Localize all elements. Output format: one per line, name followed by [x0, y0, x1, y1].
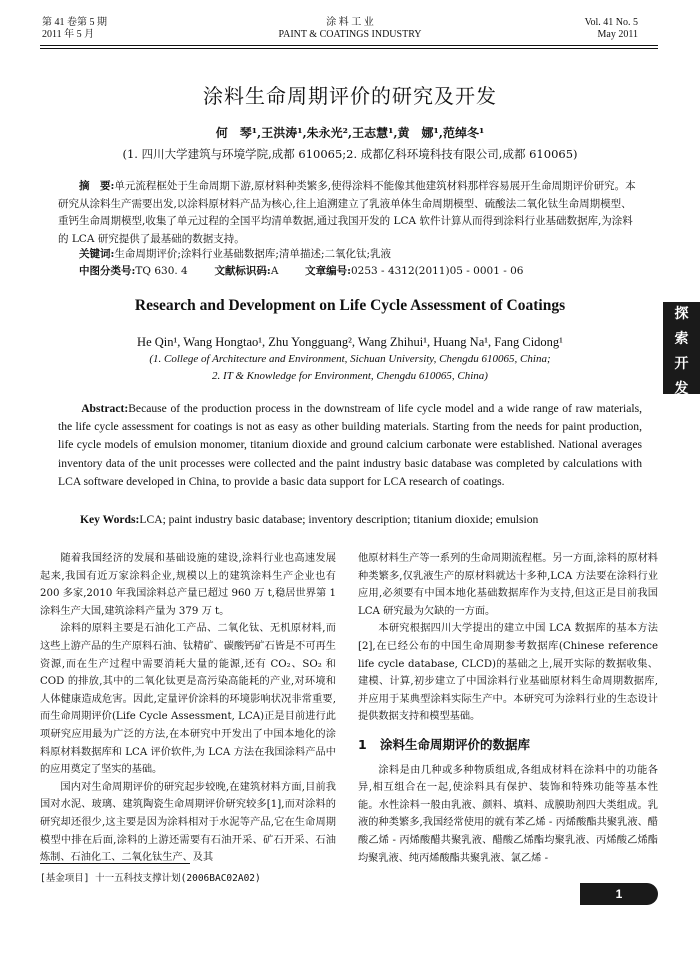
journal-name-cn: 涂 料 工 业 — [326, 17, 374, 28]
issue-date-en: May 2011 — [597, 29, 638, 40]
body-paragraph: 本研究根据四川大学提出的建立中国 LCA 数据库的基本方法[2],在已经公布的中国生命周期参考数据库(Chinese reference life cycle database, CLCD)的基础之上,展开实际的数据收集、建模、计算,初步建立了中国涂料行业基础原材料生命周期数据库,并应用于某典型涂料实际生产中。本研究可为涂料行业的生态设计提供数据支持和模型基础。 — [358, 623, 658, 723]
class-number-value: TQ 630. 4 — [135, 265, 188, 277]
affiliation-en-line2 — [0, 370, 700, 382]
keywords-cn — [58, 246, 642, 264]
keywords-cn-text: 生命周期评价;涂料行业基础数据库;清单描述;二氧化钛;乳液 — [114, 248, 392, 260]
section-title: 涂料生命周期评价的数据库 — [380, 736, 531, 752]
header-rule-thick — [40, 45, 658, 46]
body-paragraph: 涂料的原料主要是石油化工产品、二氧化钛、无机原材料,而这些上游产品的生产原料石油、钛精矿、碳酸钙矿石皆是不可再生资源,而在生产过程中需要消耗大量的能源,还有 CO₂、SO₂ 和 COD 的排放,其中的二氧化钛更是高污染高能耗的产业,对环境和人体健康造成危害。因此,定量评价涂料的环境影响状况非常重要,而生命周期评价(Life Cycle Assessment, LCA)正是目前进行此项研究应用最为广泛的方法,在本研究中开发出了中国本地化的涂料原材料数据库和 LCA 评价软件,为 LCA 方法在我国涂料产品中的应用奠定了坚实的基础。 — [40, 623, 336, 776]
body-paragraph: 国内对生命周期评价的研究起步较晚,在建筑材料方面,目前我国对水泥、玻璃、建筑陶瓷生命周期评价研究较多[1],而对涂料的研究却还很少,这主要是因为涂料相对于水泥等产品,它在生命周期模型中排在后面,涂料的上游还需要有石油开采、矿石开采、石油炼制、石油化工、二氧化钛生产、及其 — [40, 781, 336, 864]
keywords-en-text: LCA; paint industry basic database; inventory description; titanium dioxide; emulsion — [139, 513, 539, 526]
article-number-value: 0253 - 4312(2011)05 - 0001 - 06 — [351, 265, 524, 277]
article-number-label: 文章编号: — [305, 265, 351, 277]
section-heading — [358, 736, 658, 754]
body-paragraph: 他原材料生产等一系列的生命周期流程框。另一方面,涂料的原材料种类繁多,仅乳液生产的原材料就达十多种,LCA 方法要在涂料行业应用,必须要有中国本地化基础数据库作为支持,但这正是目前我国 LCA 研究最为欠缺的一方面。 — [358, 553, 658, 617]
side-tab-label — [663, 302, 700, 402]
paper-title-cn: 涂料生命周期评价的研究及开发 — [203, 84, 497, 108]
doc-code-label: 文献标识码: — [214, 265, 271, 277]
side-tab-char: 开 — [674, 356, 689, 372]
doc-code-value: A — [270, 265, 279, 277]
authors-en: He Qin¹, Wang Hongtao¹, Zhu Yongguang², Wang Zhihui¹, Huang Na¹, Fang Cidong¹ — [137, 335, 563, 349]
keywords-en-label: Key Words: — [80, 513, 140, 526]
volume-issue-text: 第 41 卷第 5 期 — [42, 17, 107, 28]
abstract-cn — [58, 178, 642, 248]
page-number: 1 — [615, 887, 623, 901]
body-column-left — [40, 550, 336, 867]
abstract-cn-label: 摘 要: — [79, 180, 115, 192]
class-number-label: 中图分类号: — [79, 265, 136, 277]
volume-no-en: Vol. 41 No. 5 — [584, 17, 638, 28]
body-paragraph: 涂料是由几种或多种物质组成,各组成材料在涂料中的功能各异,相互组合在一起,使涂料具有保护、装饰和特殊功能等基本性能。水性涂料一般由乳液、颜料、填料、成膜助剂四大类组成。乳液的种类繁多,我国经常使用的就有苯乙烯 - 丙烯酸酯共聚乳液、醋酸乙烯 - 丙烯酸醋共聚乳液、醋酸乙烯酯均聚乳液、丙烯酸乙烯酯均聚乳液、纯丙烯酸酯共聚乳液、氯乙烯 - — [358, 764, 658, 864]
side-tab-char: 索 — [674, 331, 689, 347]
section-number: 1 — [358, 736, 367, 752]
affiliation-en-line1-text: (1. College of Architecture and Environment, Sichuan University, Chengdu 610065, China; — [149, 353, 551, 365]
abstract-en-label: Abstract: — [81, 402, 129, 415]
header-rule-thin — [40, 48, 658, 49]
side-tab-char: 探 — [674, 306, 689, 322]
keywords-en — [80, 513, 650, 526]
classification-line — [58, 263, 642, 281]
funding-footnote: [基金项目] 十一五科技支撑计划(2006BAC02A02) — [40, 873, 261, 884]
side-tab-char: 发 — [674, 381, 689, 397]
affiliation-cn: (1. 四川大学建筑与环境学院,成都 610065;2. 成都亿科环境科技有限公司,成都 610065) — [122, 147, 578, 161]
affiliation-en-line1 — [0, 353, 700, 365]
journal-name-en: PAINT & COATINGS INDUSTRY — [278, 29, 422, 40]
footnote-rule — [40, 863, 190, 864]
paper-title-en: Research and Development on Life Cycle Assessment of Coatings — [134, 297, 566, 314]
body-column-right — [358, 550, 658, 867]
body-paragraph: 随着我国经济的发展和基础设施的建设,涂料行业也高速发展起来,我国有近万家涂料企业,规模以上的建筑涂料生产企业也有 200 多家,2010 年我国涂料总产量已超过 960 万 t,稳居世界第 1 涂料生产大国,建筑涂料产量为 379 万 t。 — [40, 553, 336, 617]
authors-cn: 何 琴¹,王洪涛¹,朱永光²,王志慧¹,黄 娜¹,范绰冬¹ — [215, 126, 485, 140]
issue-date-cn: 2011 年 5 月 — [42, 29, 95, 40]
journal-volume-en — [585, 17, 638, 41]
abstract-en-text: Because of the production process in the downstream of life cycle model and a wide range of raw materials, the life cycle assessment for coatings is not as easy as other building materials. Starting from the needs for paint production, life cycle models of emulsion monomer, titanium dioxide and ground calcium carbonate were established. National averages inventory data of the unit processes were collected and the paint industry basic database was completed by calculations with LCA software developed in China, to provide a basic data support for LCA research of coatings. — [58, 402, 642, 488]
abstract-en — [58, 400, 642, 491]
keywords-cn-label: 关键词: — [79, 248, 115, 260]
affiliation-en-line2-text: 2. IT & Knowledge for Environment, Chengdu 610065, China) — [212, 370, 488, 382]
abstract-cn-text: 单元流程框处于生命周期下游,原材料种类繁多,使得涂料不能像其他建筑材料那样容易展开生命周期评价研究。本研究从涂料生产需要出发,以涂料原材料产品为核心,往上追溯建立了乳液单体生命周期模型、硫酸法二氧化钛生命周期模型、重钙生命周期模型,收集了单元过程的全国平均清单数据,通过我国开发的 LCA 软件计算从而得到涂料行业基础数据库,为涂料的 LCA 研究提供了最基础的数据支持。 — [58, 180, 636, 245]
